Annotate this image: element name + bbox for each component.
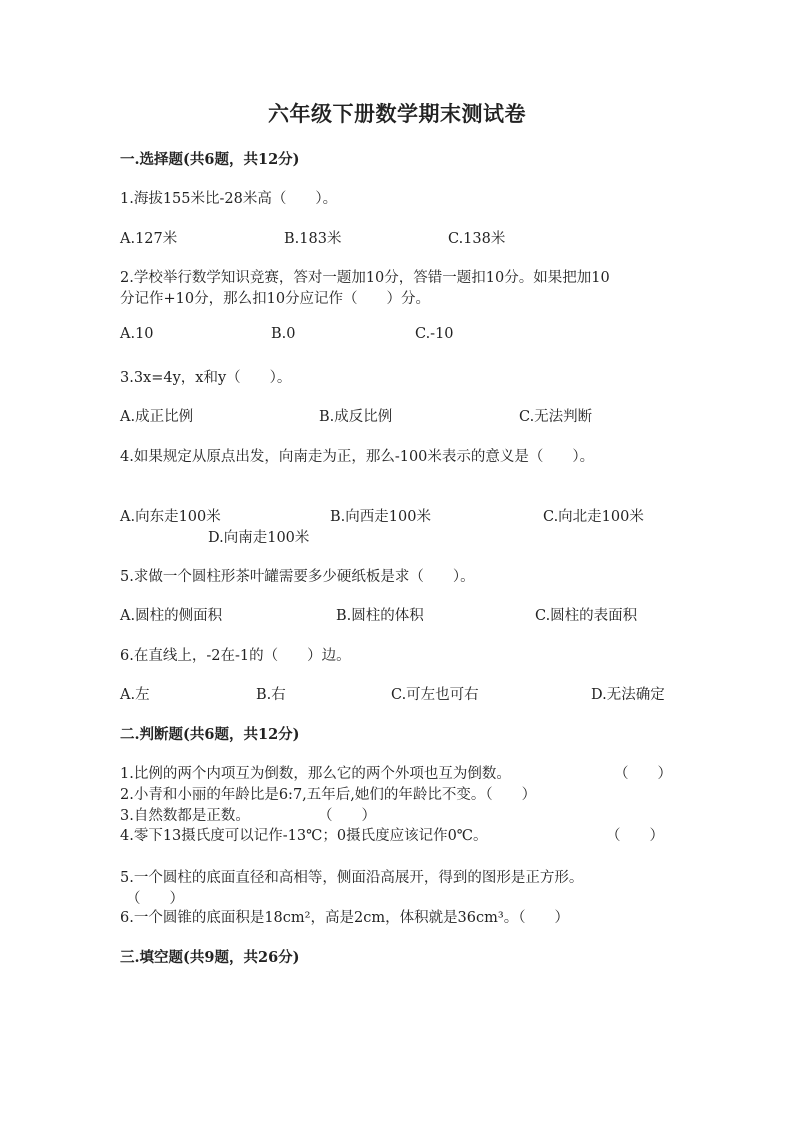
option-c: C.138米 bbox=[448, 231, 506, 247]
section-heading-fill-blank: 三.填空题(共9题，共26分) bbox=[120, 949, 300, 966]
option-a: A.向东走100米 bbox=[120, 509, 221, 525]
page-title: 六年级下册数学期末测试卷 bbox=[268, 101, 526, 126]
question-text: 1.海拔155米比-28米高（ ）。 bbox=[120, 191, 338, 207]
question-text: 6.在直线上，-2在-1的（ ）边。 bbox=[120, 648, 351, 664]
section-heading-judgement: 二.判断题(共6题，共12分) bbox=[120, 726, 300, 743]
judgement-item: 2.小青和小丽的年龄比是6:7,五年后,她们的年龄比不变。（ ） bbox=[120, 787, 537, 803]
option-b: B.183米 bbox=[284, 231, 342, 247]
question-text: 4.如果规定从原点出发，向南走为正，那么-100米表示的意义是（ ）。 bbox=[120, 449, 595, 465]
answer-blank: （ ） bbox=[126, 891, 184, 907]
option-a: A.圆柱的侧面积 bbox=[120, 608, 223, 624]
option-b: B.成反比例 bbox=[319, 409, 393, 425]
option-c: C.向北走100米 bbox=[543, 509, 644, 525]
option-a: A.左 bbox=[120, 687, 150, 703]
question-text: 5.求做一个圆柱形茶叶罐需要多少硬纸板是求（ ）。 bbox=[120, 569, 475, 585]
option-a: A.10 bbox=[120, 326, 154, 342]
option-c: C.可左也可右 bbox=[391, 687, 479, 703]
option-c: C.无法判断 bbox=[519, 409, 593, 425]
judgement-item: 6.一个圆锥的底面积是18cm²，高是2cm，体积就是36cm³。（ ） bbox=[120, 910, 569, 926]
section-heading-choice: 一.选择题(共6题，共12分) bbox=[120, 151, 300, 168]
question-text: 2.学校举行数学知识竞赛，答对一题加10分，答错一题扣10分。如果把加10 bbox=[120, 270, 610, 286]
option-b: B.圆柱的体积 bbox=[336, 608, 424, 624]
option-a: A.127米 bbox=[120, 231, 178, 247]
answer-blank: （ ） bbox=[318, 808, 376, 824]
judgement-item: 1.比例的两个内项互为倒数，那么它的两个外项也互为倒数。 bbox=[120, 766, 511, 782]
judgement-item: 5.一个圆柱的底面直径和高相等，侧面沿高展开，得到的图形是正方形。 bbox=[120, 870, 584, 886]
judgement-item: 3.自然数都是正数。 bbox=[120, 808, 250, 824]
answer-blank: （ ） bbox=[606, 828, 664, 844]
option-d: D.无法确定 bbox=[591, 687, 665, 703]
answer-blank: （ ） bbox=[614, 766, 672, 782]
option-d: D.向南走100米 bbox=[208, 530, 310, 546]
option-c: C.-10 bbox=[415, 326, 454, 342]
option-b: B.0 bbox=[271, 326, 296, 342]
option-b: B.右 bbox=[256, 687, 286, 703]
judgement-item: 4.零下13摄氏度可以记作-13℃；0摄氏度应该记作0℃。 bbox=[120, 828, 488, 844]
option-c: C.圆柱的表面积 bbox=[535, 608, 638, 624]
option-a: A.成正比例 bbox=[120, 409, 194, 425]
option-b: B.向西走100米 bbox=[330, 509, 431, 525]
question-text: 3.3x=4y，x和y（ ）。 bbox=[120, 370, 292, 386]
question-text: 分记作+10分，那么扣10分应记作（ ）分。 bbox=[120, 291, 431, 307]
